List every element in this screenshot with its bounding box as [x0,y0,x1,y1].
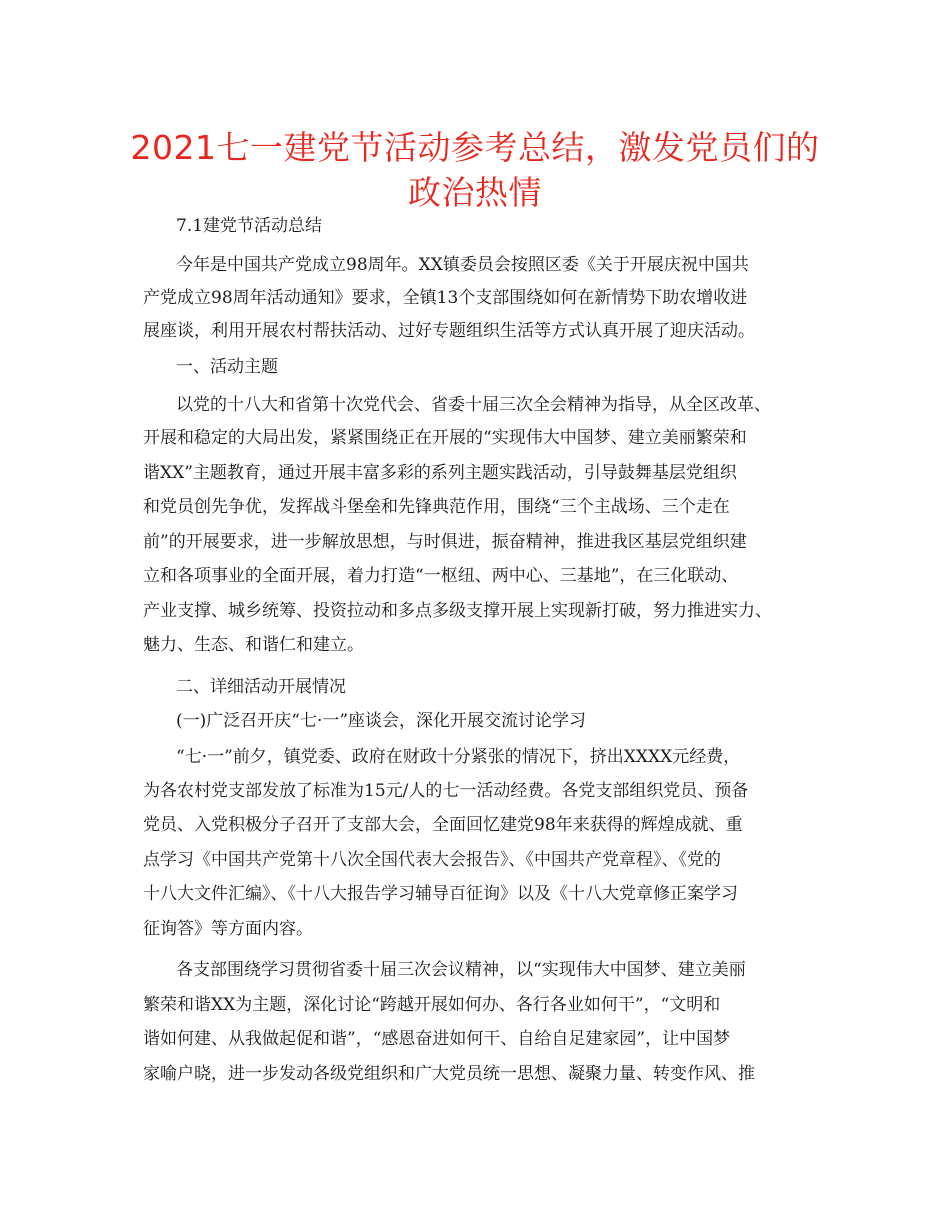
paragraph-line: 党员、入党积极分子召开了支部大会，全面回忆建党98年来获得的辉煌成就、重 [143,815,743,835]
paragraph-line: 产业支撑、城乡统筹、投资拉动和多点多级支撑开展上实现新打破，努力推进实力、 [143,601,772,621]
paragraph-line: 繁荣和谐XX为主题，深化讨论“跨越开展如何办、各行各业如何干”，“文明和 [143,995,721,1015]
paragraph-line: 前”的开展要求，进一步解放思想，与时俱进，振奋精神，推进我区基层党组织建 [143,532,747,552]
paragraph-line: 谐如何建、从我做起促和谐”，“感恩奋进如何干、自给自足建家园”，让中国梦 [143,1029,731,1049]
paragraph-line: “七·一”前夕，镇党委、政府在财政十分紧张的情况下，挤出XXXX元经费， [176,747,741,767]
paragraph-line: 产党成立98周年活动通知》要求，全镇13个支部围绕如何在新情势下助农增收进 [143,288,748,308]
paragraph-line: 家喻户晓，进一步发动各级党组织和广大党员统一思想、凝聚力量、转变作风、推 [143,1064,755,1084]
paragraph-line: 魅力、生态、和谐仁和建立。 [143,635,364,655]
paragraph-line: 立和各项事业的全面开展，着力打造“一枢纽、两中心、三基地”，在三化联动、 [143,566,739,586]
paragraph-line: 今年是中国共产党成立98周年。XX镇委员会按照区委《关于开展庆祝中国共 [176,255,749,275]
paragraph-line: 征询答》等方面内容。 [143,919,313,939]
paragraph-line: 展座谈，利用开展农村帮扶活动、过好专题组织生活等方式认真开展了迎庆活动。 [143,321,755,341]
paragraph-line: 为各农村党支部发放了标准为15元/人的七一活动经费。各党支部组织党员、预备 [143,781,749,801]
sub-heading: (一)广泛召开庆“七·一”座谈会，深化开展交流讨论学习 [176,711,587,731]
paragraph-line: 点学习《中国共产党第十八次全国代表大会报告》、《中国共产党章程》、《党的 [143,850,721,870]
paragraph-line: 开展和稳定的大局出发，紧紧围绕正在开展的“实现伟大中国梦、建立美丽繁荣和 [143,428,747,448]
paragraph-line: 各支部围绕学习贯彻省委十届三次会议精神，以“实现伟大中国梦、建立美丽 [176,960,746,980]
document-title-line-1: 2021七一建党节活动参考总结，激发党员们的 [130,128,820,167]
paragraph-line: 以党的十八大和省第十次党代会、省委十届三次全会精神为指导，从全区改革、 [176,395,771,415]
section-heading: 二、详细活动开展情况 [176,677,346,697]
paragraph-line: 和党员创先争优，发挥战斗堡垒和先锋典范作用，围绕“三个主战场、三个走在 [143,497,730,517]
section-heading: 7.1建党节活动总结 [176,216,323,236]
paragraph-line: 十八大文件汇编》、《十八大报告学习辅导百征询》以及《十八大党章修正案学习 [143,884,738,904]
document-title-line-2: 政治热情 [408,173,542,212]
paragraph-line: 谐XX”主题教育，通过开展丰富多彩的系列主题实践活动，引导鼓舞基层党组织 [143,463,737,483]
section-heading: 一、活动主题 [176,357,278,377]
